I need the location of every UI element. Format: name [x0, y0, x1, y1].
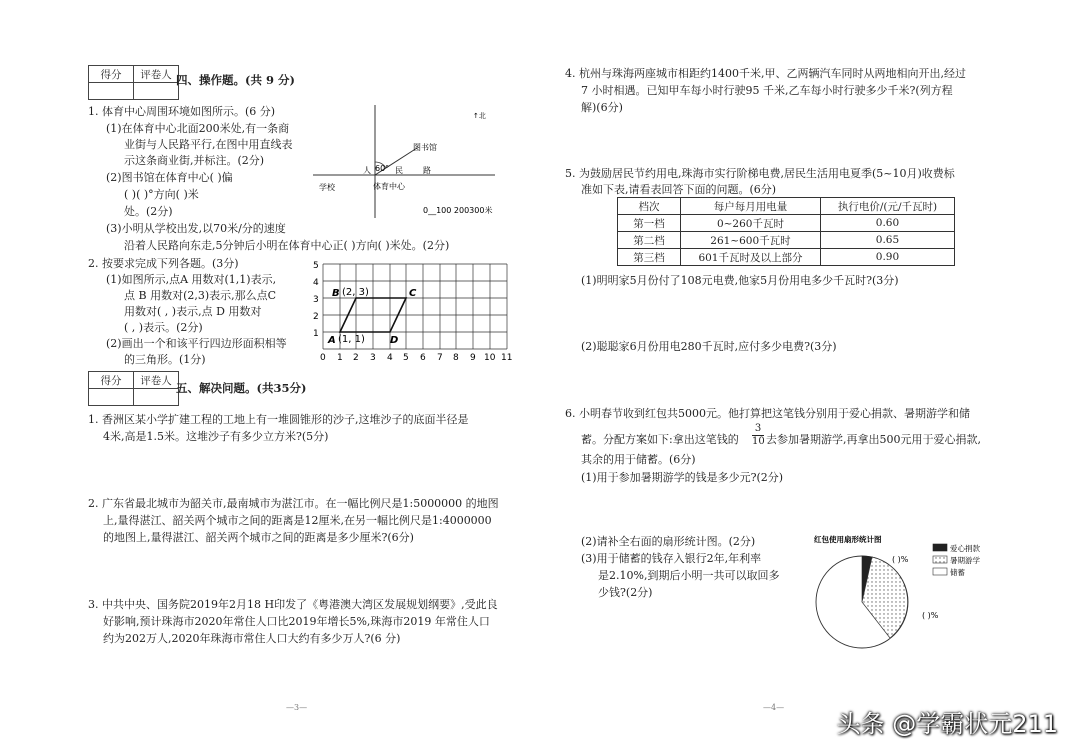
q1-3-line2: 沿着人民路向东走,5分钟后小明在体育中心正( )方向( )米处。(2分) [124, 239, 450, 252]
legend-swatch-study [933, 556, 947, 563]
p6-3-line2: 是2.10%,到期后小明一共可以取回多 [598, 569, 780, 582]
legend-savings: 储蓄 [950, 568, 965, 577]
legend-swatch-charity [933, 544, 947, 551]
y-tick-5: 5 [313, 261, 319, 271]
score-box-2 [88, 371, 179, 406]
point-c: C [409, 288, 417, 299]
p3-line3: 约为202万人,2020年珠海市常住人口大约有多少万人?(6 分) [103, 632, 401, 645]
grid-figure [305, 256, 515, 366]
fraction [752, 423, 764, 448]
tier-cell: 第二档 [618, 232, 681, 249]
section5-title: 五、解决问题。(共35分) [176, 381, 307, 395]
p2-line3: 的地图上,量得湛江、韶关两个城市之间的距离是多少厘米?(6分) [103, 531, 414, 544]
p6-3-line3: 少钱?(2分) [598, 586, 653, 599]
x-tick-10: 10 [484, 353, 496, 363]
road-ren: 人 [363, 166, 371, 175]
p6-line3: 其余的用于储蓄。(6分) [581, 453, 696, 466]
p3-line1: 3. 中共中央、国务院2019年2月18 H印发了《粤港澳大湾区发展规划纲要》,受此良 [88, 598, 498, 611]
x-tick-7: 7 [437, 353, 443, 363]
y-tick-3: 3 [313, 295, 319, 305]
tier-cell: 第三档 [618, 249, 681, 266]
angle-label: 60° [375, 164, 390, 173]
x-tick-5: 5 [403, 353, 409, 363]
x-tick-2: 2 [353, 353, 359, 363]
p1-line2: 4米,高是1.5米。这堆沙子有多少立方米?(5分) [103, 430, 329, 443]
x-tick-8: 8 [453, 353, 459, 363]
x-tick-4: 4 [387, 353, 393, 363]
p5-line1: 5. 为鼓励居民节约用电,珠海市实行阶梯电费,居民生活用电夏季(5~10月)收费标 [565, 167, 955, 180]
fraction-denominator: 10 [752, 436, 765, 447]
price-cell: 0.90 [820, 249, 954, 266]
q2-1-line3: 用数对( , )表示,点 D 用数对 [124, 305, 262, 318]
pie-pct-2: ( )% [922, 611, 939, 620]
x-tick-6: 6 [420, 353, 426, 363]
q2-2-line2: 的三角形。(1分) [124, 353, 206, 366]
rate-table [617, 197, 955, 266]
q2-1-line2: 点 B 用数对(2,3)表示,那么点C [124, 289, 277, 302]
q1-1-line2: 业街与人民路平行,在图中用直线表 [124, 138, 293, 151]
section4-title: 四、操作题。(共 9 分) [176, 73, 295, 87]
north-label: ↑北 [473, 112, 486, 120]
x-tick-3: 3 [370, 353, 376, 363]
grader-label: 评卷人 [134, 66, 179, 83]
x-tick-1: 1 [337, 353, 343, 363]
fraction-numerator: 3 [752, 423, 764, 436]
legend-swatch-savings [933, 568, 947, 575]
pie-title: 红包使用扇形统计图 [814, 535, 882, 544]
map-figure [305, 100, 515, 220]
watermark: 头条 @学霸状元211 [836, 710, 1058, 738]
p6-line2a: 蓄。分配方案如下:拿出这笔钱的 [581, 433, 739, 446]
price-cell: 0.60 [820, 215, 954, 232]
p6-3-line1: (3)用于储蓄的钱存入银行2年,年利率 [581, 552, 762, 565]
q1-1-line1: (1)在体育中心北面200米处,有一条商 [106, 122, 290, 135]
q2-head: 2. 按要求完成下列各题。(3分) [88, 257, 239, 270]
q2-1-line1: (1)如图所示,点A 用数对(1,1)表示, [106, 273, 277, 286]
q1-3-line1: (3)小明从学校出发,以70米/分的速度 [106, 222, 286, 235]
p4-line3: 解)(6分) [581, 101, 623, 114]
grader-label: 评卷人 [134, 372, 179, 389]
table-row [618, 232, 955, 249]
point-a-coord: (1, 1) [338, 334, 365, 345]
p3-line2: 好影响,预计珠海市2020年常住人口比2019年增长5%,珠海市2019 年常住人口 [103, 615, 490, 628]
p2-line2: 上,量得湛江、韶关两个城市之间的距离是12厘米,在另一幅比例尺是1:4000000 [103, 514, 492, 527]
score-label: 得分 [89, 66, 134, 83]
p6-line2b: 去参加暑期游学,再拿出500元用于爱心捐款, [766, 433, 981, 446]
q1-1-line3: 示这条商业街,并标注。(2分) [124, 154, 265, 167]
q1-head: 1. 体育中心周围环境如图所示。(6 分) [88, 105, 276, 118]
legend-charity: 爱心捐款 [950, 544, 980, 553]
p4-line2: 7 小时相遇。已知甲车每小时行驶95 千米,乙车每小时行驶多少千米?(列方程 [581, 84, 953, 97]
tier-cell: 第一档 [618, 215, 681, 232]
road-lu: 路 [423, 166, 431, 175]
price-cell: 0.65 [820, 232, 954, 249]
p5-1: (1)明明家5月份付了108元电费,他家5月份用电多少千瓦时?(3分) [581, 274, 899, 287]
pie-chart [810, 532, 1000, 652]
road-min: 民 [395, 166, 403, 175]
q1-2-line2: ( )( )°方向( )米 [124, 188, 199, 201]
table-row [618, 249, 955, 266]
p6-line1: 6. 小明春节收到红包共5000元。他打算把这笔钱分别用于爱心捐款、暑期游学和储 [565, 407, 970, 420]
legend-study: 暑期游学 [950, 556, 980, 565]
x-tick-9: 9 [470, 353, 476, 363]
y-tick-4: 4 [313, 278, 319, 288]
score-label: 得分 [89, 372, 134, 389]
score-box-1 [88, 65, 179, 100]
school-label: 学校 [319, 183, 335, 192]
page-number-right: —4— [763, 703, 785, 712]
p6-2: (2)请补全右面的扇形统计图。(2分) [581, 535, 756, 548]
scale-label: 0__100 200300米 [423, 206, 493, 215]
p1-line1: 1. 香洲区某小学扩建工程的工地上有一堆圆锥形的沙子,这堆沙子的底面半径是 [88, 413, 469, 426]
y-tick-2: 2 [313, 312, 319, 322]
p5-line2: 准如下表,请看表回答下面的问题。(6分) [581, 183, 777, 196]
point-b-coord: (2, 3) [342, 287, 369, 298]
point-d: D [390, 335, 399, 346]
x-tick-11: 11 [501, 353, 513, 363]
usage-cell: 261~600千瓦时 [681, 232, 821, 249]
x-tick-0: 0 [320, 353, 326, 363]
p5-2: (2)聪聪家6月份用电280千瓦时,应付多少电费?(3分) [581, 340, 837, 353]
point-b: B [332, 288, 340, 299]
pie-pct-1: ( )% [892, 555, 909, 564]
point-a: A [328, 335, 336, 346]
y-tick-1: 1 [313, 329, 319, 339]
p6-1: (1)用于参加暑期游学的钱是多少元?(2分) [581, 471, 784, 484]
page-number-left: —3— [286, 703, 308, 712]
usage-cell: 601千瓦时及以上部分 [681, 249, 821, 266]
center-label: 体育中心 [373, 182, 405, 191]
p4-line1: 4. 杭州与珠海两座城市相距约1400千米,甲、乙两辆汽车同时从两地相向开出,经过 [565, 67, 966, 80]
q2-1-line4: ( , )表示。(2分) [124, 321, 203, 334]
q1-2-line3: 处。(2分) [124, 205, 173, 218]
table-row [618, 215, 955, 232]
table-header-usage: 每户每月用电量 [681, 198, 821, 215]
p2-line1: 2. 广东省最北城市为韶关市,最南城市为湛江市。在一幅比例尺是1:5000000 的地图 [88, 497, 499, 510]
usage-cell: 0~260千瓦时 [681, 215, 821, 232]
table-header-tier: 档次 [618, 198, 681, 215]
q1-2-line1: (2)图书馆在体育中心( )偏 [106, 171, 233, 184]
table-header-price: 执行电价/(元/千瓦时) [820, 198, 954, 215]
q2-2-line1: (2)画出一个和该平行四边形面积相等 [106, 337, 287, 350]
library-label: 图书馆 [413, 143, 437, 152]
